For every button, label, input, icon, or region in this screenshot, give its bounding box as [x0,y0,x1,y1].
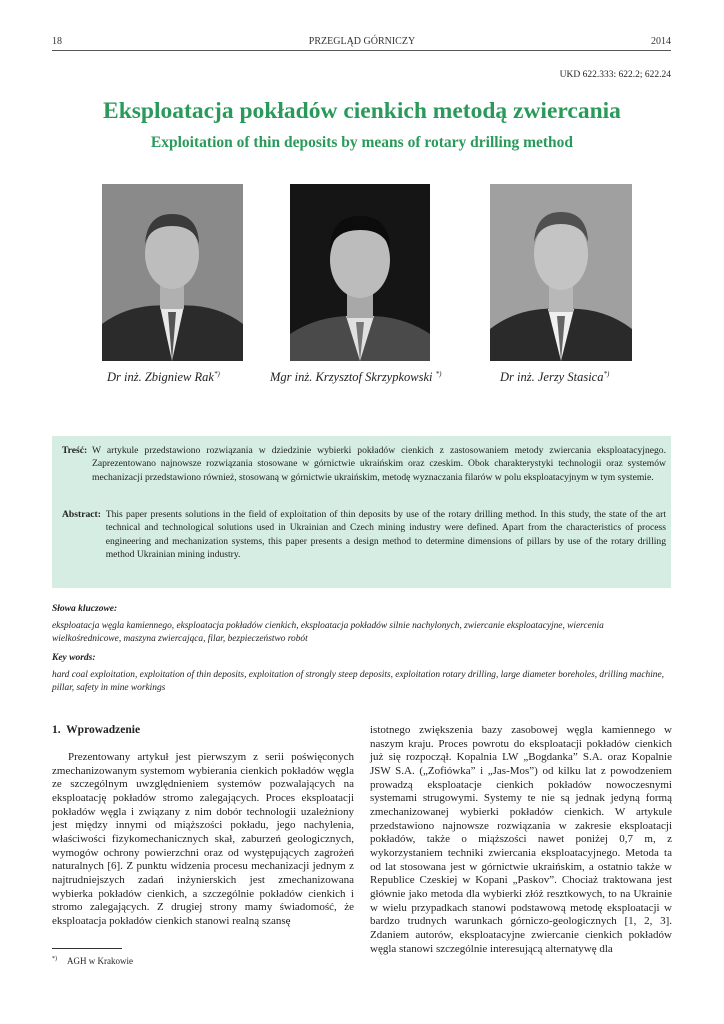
author-name: Mgr inż. Krzysztof Skrzypkowski [270,370,433,385]
author-mark: *) [435,370,442,378]
author-name: Dr inż. Zbigniew Rak [107,370,214,385]
section-heading: 1. Wprowadzenie [52,724,141,736]
journal-name: PRZEGLĄD GÓRNICZY [308,36,416,47]
footnote [52,956,133,966]
abstract-pl [62,444,666,484]
footnote-rule [52,948,122,949]
author-mark: *) [213,370,220,378]
author-caption-1 [107,370,220,385]
author-photo-stasica [490,184,632,361]
body-column-1: Prezentowany artykuł jest pierwszym z serii poświęconych zmechanizowanym systemom wybierania cienkich pokładów węgla ze szczególnym uwzględnieniem systemów pozwalających na eksploatację pokładów stromo zalegających. Proces eksploatacji pokładów węgla i związany z nim dobór technologii uzależniony jest między innymi od miąższości pokładu, jego nachylenia, właściwości fizykomechanicznych skał, zaburzeń geologicznych, wymogów ochrony powierzchni oraz od występujących zagrożeń naturalnych [6]. Z punktu widzenia procesu mechanizacji jednym z najtrudniejszych zadań inżynierskich jest zmechanizowana wybierka pokładów cienkich, a szczególnie pokładów cienkich i stromo zalegających. Z drugiej strony mamy świadomość, że eksploatacja pokładów cienkich stanowi realną szansę [52,751,354,927]
keywords-en-heading: Key words: [52,653,96,663]
footnote-text: AGH w Krakowie [67,956,133,966]
header-rule [52,50,671,51]
page-number: 18 [52,36,62,47]
abstract-en-text: This paper presents solutions in the field of exploitation of thin deposits by use of the rotary drilling method. In this study, the state of the art technical and technological solutions used in Ukrainian and Czech mining industry were defined. Apart from the characteristics of process engineering and mechanization systems, this paper presents a design method to determine dimensions of pillars by use of the rotary drilling method Ukrainian mining industry. [105,509,666,560]
body-column-2: istotnego zwiększenia bazy zasobowej węgla kamiennego w naszym kraju. Proces powrotu do eksploatacji pokładów cienkich już się rozpoczął. Kopalnia LW „Bogdanka” S.A. oraz Kopalnie JSW S.A. („Zofiówka” i „Jas-Mos”) od kilku lat z powodzeniem prowadzą eksploatacje cienkich pokładów nowoczesnymi systemami strugowymi. Systemy te nie są jednak jedyną formą zmechanizowanej wybierki pokładów cienkich. W artykule przedstawiono najnowsze rozwiązania w zakresie eksploatacji pokładów, także o miąższości nawet poniżej 0,7 m, z wykorzystaniem techniki zwiercania eksploatacyjnego. Metoda ta od lat stosowana jest w górnictwie ukraińskim, a ostatnio także w Republice Czeskiej w Kopani „Paskov”. Chociaż traktowana jest głównie jako metoda dla wybierki złóż resztkowych, to na Ukrainie w wielu przypadkach stanowi podstawową metodę eksploatacji w bardzo trudnych warunkach górniczo-geologicznych [1, 2, 3]. Zdaniem autorów, eksploatacyjne zwiercanie cienkich pokładów węgla stanowi szczególnie interesującą alternatywę dla [370,724,672,955]
author-caption-2 [270,370,441,385]
ukd-code: UKD 622.333: 622.2; 622.24 [559,70,671,80]
footnote-mark: *) [52,956,57,962]
abstract-pl-label: Treść: [62,445,88,456]
author-mark: *) [603,370,610,378]
author-photo-skrzypkowski [290,184,430,361]
author-caption-3 [500,370,609,385]
keywords-en-text: hard coal exploitation, exploitation of thin deposits, exploitation of strongly steep deposits, exploitation rotary drilling, large diameter boreholes, drilling machine, pillar, safety in mine workings [52,670,664,693]
keywords-pl-text: eksploatacja węgla kamiennego, eksploatacja pokładów cienkich, eksploatacja pokładów silnie nachylonych, zwiercanie eksploatacyjne, wiercenia wielkośrednicowe, maszyna zwiercająca, filar, bezpieczeństwo robót [52,621,604,644]
journal-year: 2014 [651,36,671,47]
keywords-pl-heading: Słowa kluczowe: [52,604,118,614]
paper-subtitle: Exploitation of thin deposits by means of rotary drilling method [150,134,574,151]
author-name: Dr inż. Jerzy Stasica [500,370,604,385]
paper-title: Eksploatacja pokładów cienkich metodą zwiercania [103,98,621,124]
abstract-pl-text: W artykule przedstawiono rozwiązania w dziedzinie wybierki pokładów cienkich z zastosowaniem metody zwiercania eksploatacyjnego. Zaprezentowano najnowsze rozwiązania stosowane w górnictwie ukraińskim oraz czeskim. Obok charakterystyki technologii oraz systemów mechanizacji przedstawiono również, stosowaną w górnictwie ukraińskim, metodę wyznaczania filarów w polu eksploatacyjnym w tym systemie. [92,445,666,483]
abstract-en-label: Abstract: [62,509,101,520]
abstract-en [62,508,666,561]
author-photo-rak [102,184,243,361]
